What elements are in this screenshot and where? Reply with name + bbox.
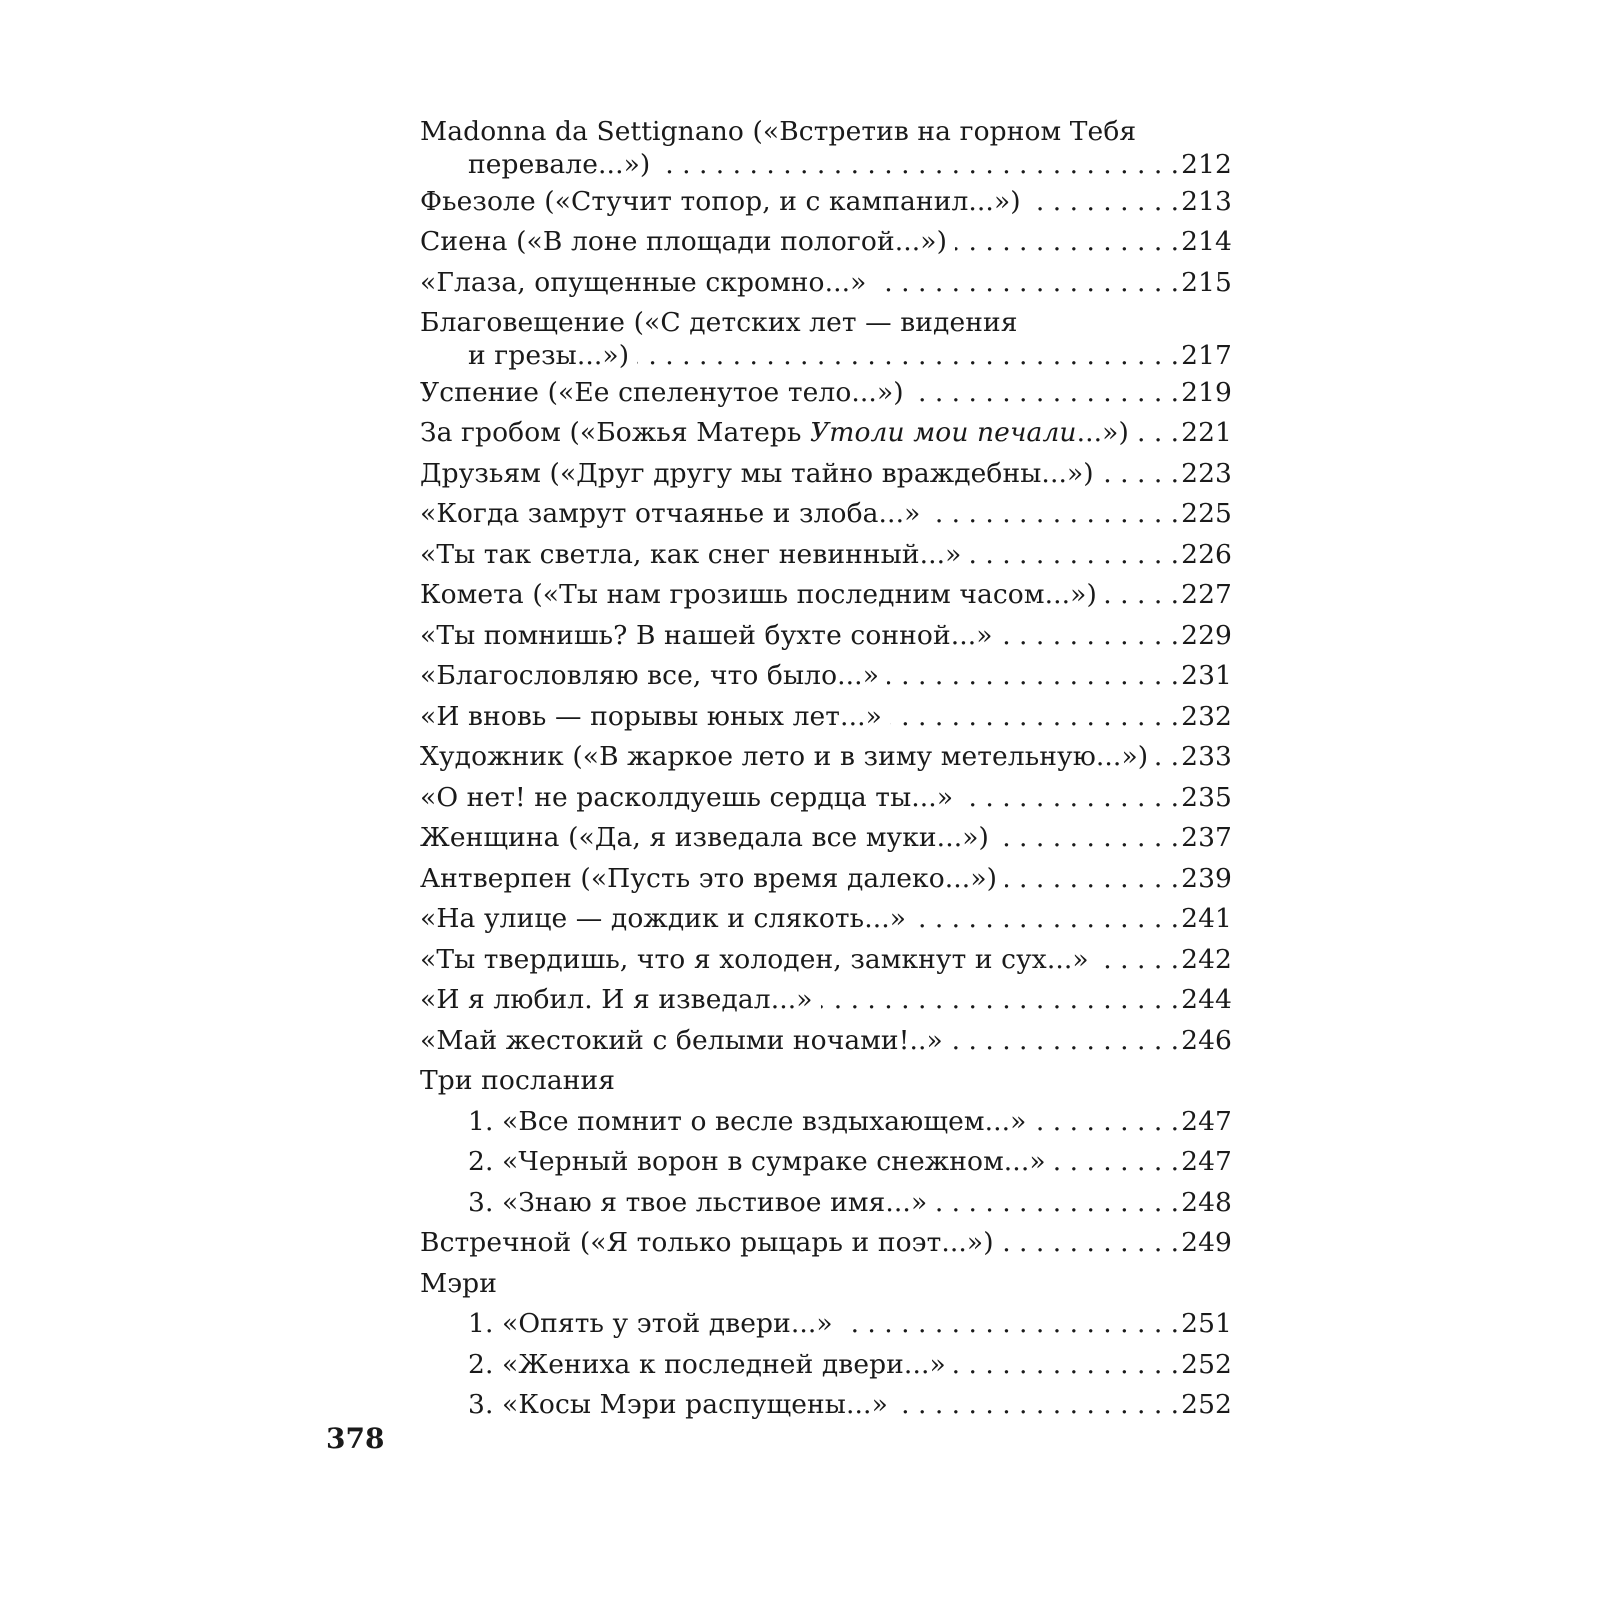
dot-leader [658, 148, 1179, 182]
toc-entry-title: «Ты так светла, как снег невинный...» [420, 538, 962, 570]
dot-leader [1102, 454, 1179, 495]
dot-leader [928, 494, 1179, 535]
dot-leader [1054, 1142, 1179, 1183]
toc-entry-title: Антверпен («Пусть это время далеко...») [420, 862, 998, 894]
toc-entry-title: 3. «Косы Мэри распущены...» [468, 1389, 888, 1420]
toc-section-heading: Три послания [420, 1065, 616, 1096]
toc-subentry [420, 1142, 1232, 1183]
toc-entry-title: 1. «Опять у этой двери...» [468, 1308, 833, 1339]
page-number: 239 [1181, 862, 1232, 894]
toc-entry-title: «Ты помнишь? В нашей бухте сонной...» [420, 619, 993, 651]
page-number: 252 [1181, 1348, 1232, 1380]
page-number: 215 [1181, 266, 1232, 298]
toc-entry [420, 940, 1232, 981]
dot-leader [821, 980, 1179, 1021]
toc-entry-title: Встречной («Я только рыцарь и поэт...») [420, 1227, 994, 1258]
toc-entry [420, 1223, 1232, 1264]
page-number: 223 [1181, 457, 1232, 489]
dot-leader [896, 1385, 1179, 1426]
page-number: 248 [1181, 1186, 1232, 1218]
toc-entry-title [420, 413, 1129, 454]
toc-entry [420, 575, 1232, 616]
toc-entry [420, 616, 1232, 657]
toc-entry-title: Женщина («Да, я изведала все муки...») [420, 822, 989, 853]
dot-leader [969, 535, 1179, 576]
toc-entry [420, 263, 1232, 304]
toc-subentry [420, 1183, 1232, 1224]
page-folio-number: 378 [326, 1422, 385, 1455]
toc-entry-title: «На улице — дождик и слякоть...» [420, 903, 907, 934]
dot-leader [1005, 859, 1179, 900]
dot-leader [1137, 413, 1179, 454]
toc-entry-title: 1. «Все помнит о весле вздыхающем...» [468, 1105, 1027, 1137]
toc-entry-title: Художник («В жаркое лето и в зиму метельную...») [420, 741, 1149, 772]
toc-entry-title: Благовещение («С детских лет — видения [420, 307, 1018, 338]
dot-leader [890, 697, 1179, 738]
toc-entry [420, 373, 1232, 414]
toc-entry-title-part: За гробом («Божья Матерь [420, 417, 810, 448]
dot-leader [912, 373, 1179, 414]
page-number: 249 [1181, 1227, 1232, 1258]
toc-entry-title: «Благословляю все, что было...» [420, 660, 880, 691]
toc-entry-title: Успение («Ее спеленутое тело...») [420, 376, 904, 408]
page-number: 217 [1181, 339, 1232, 371]
page-number: 235 [1181, 781, 1232, 813]
toc-entry-title: 3. «Знаю я твое льстивое имя...» [468, 1186, 928, 1218]
toc-entry-title: «Ты твердишь, что я холоден, замкнут и сух...» [420, 943, 1089, 975]
dot-leader [954, 1345, 1179, 1386]
page-number: 233 [1181, 741, 1232, 772]
toc-entry-title: «Май жестокий с белыми ночами!..» [420, 1024, 943, 1056]
toc-entry-title: 2. «Жениха к последней двери...» [468, 1348, 946, 1380]
toc-entry-title: «Когда замрут отчаянье и злоба...» [420, 498, 921, 529]
page-number: 221 [1181, 417, 1232, 448]
page-number: 246 [1181, 1024, 1232, 1056]
dot-leader [955, 222, 1179, 263]
page-number: 227 [1181, 579, 1232, 610]
page-number: 247 [1181, 1105, 1232, 1137]
page-number: 251 [1181, 1308, 1232, 1339]
toc-entry [420, 818, 1232, 859]
dot-leader [1105, 575, 1179, 616]
toc-entry [420, 182, 1232, 223]
page-number: 212 [1181, 148, 1232, 180]
toc-subentry [420, 1385, 1232, 1426]
dot-leader [951, 1021, 1179, 1062]
page-number: 232 [1181, 700, 1232, 732]
page-number: 247 [1181, 1146, 1232, 1177]
dot-leader [961, 778, 1179, 819]
dot-leader [1034, 1102, 1179, 1143]
page-number: 244 [1181, 984, 1232, 1015]
toc-section-heading: Мэри [420, 1267, 498, 1299]
toc-subentry [420, 1102, 1232, 1143]
toc-entry-title: Комета («Ты нам грозишь последним часом...») [420, 579, 1097, 610]
toc-entry [420, 697, 1232, 738]
page-number: 242 [1181, 943, 1232, 975]
toc-entry [420, 656, 1232, 697]
toc-entry [420, 494, 1232, 535]
dot-leader [841, 1304, 1179, 1345]
toc-entry-title: Сиена («В лоне площади пологой...») [420, 226, 948, 257]
dot-leader [935, 1183, 1179, 1224]
toc-entry-title: «И вновь — порывы юных лет...» [420, 700, 882, 732]
page-number: 229 [1181, 619, 1232, 651]
dot-leader [1097, 940, 1179, 981]
toc-entry-title-continued: и грезы...») [468, 339, 630, 371]
toc-subentry [420, 1345, 1232, 1386]
dot-leader [874, 263, 1179, 304]
dot-leader [1001, 616, 1180, 657]
page-number: 226 [1181, 538, 1232, 570]
toc-entry-title: 2. «Черный ворон в сумраке снежном...» [468, 1146, 1046, 1177]
page-number: 252 [1181, 1389, 1232, 1420]
dot-leader [887, 656, 1179, 697]
dot-leader [1029, 182, 1179, 223]
page-number: 241 [1181, 903, 1232, 934]
dot-leader [637, 339, 1179, 373]
toc-entry [420, 222, 1232, 263]
table-of-contents [420, 112, 1232, 1426]
page-number: 214 [1181, 226, 1232, 257]
toc-subentry [420, 1304, 1232, 1345]
page-number: 219 [1181, 376, 1232, 408]
page-number: 237 [1181, 822, 1232, 853]
toc-entry [420, 454, 1232, 495]
toc-entry [420, 778, 1232, 819]
toc-entry-title-italic: Утоли мои печали [810, 417, 1077, 448]
dot-leader [914, 899, 1179, 940]
toc-entry [420, 980, 1232, 1021]
toc-entry [420, 413, 1232, 454]
page-number: 231 [1181, 660, 1232, 691]
toc-entry-title: «Глаза, опущенные скромно...» [420, 266, 867, 298]
toc-entry [420, 535, 1232, 576]
toc-entry-title: Madonna da Settignano («Встретив на горном Тебя [420, 116, 1137, 147]
toc-entry [420, 859, 1232, 900]
toc-entry-title-part: ...») [1076, 417, 1129, 448]
toc-entry-title: Фьезоле («Стучит топор, и с кампанил...») [420, 185, 1021, 217]
toc-entry-title-continued: перевале...») [468, 148, 651, 180]
toc-entry-title: Друзьям («Друг другу мы тайно враждебны...») [420, 457, 1094, 489]
toc-entry-title: «И я любил. И я изведал...» [420, 984, 813, 1015]
dot-leader [1002, 1223, 1179, 1264]
page-number: 225 [1181, 498, 1232, 529]
page-number: 213 [1181, 185, 1232, 217]
toc-entry [420, 112, 1232, 182]
toc-entry [420, 737, 1232, 778]
dot-leader [997, 818, 1179, 859]
toc-entry-title: «О нет! не расколдуешь сердца ты...» [420, 781, 954, 813]
toc-entry [420, 899, 1232, 940]
toc-entry [420, 303, 1232, 373]
toc-entry [420, 1021, 1232, 1062]
dot-leader [1156, 737, 1179, 778]
